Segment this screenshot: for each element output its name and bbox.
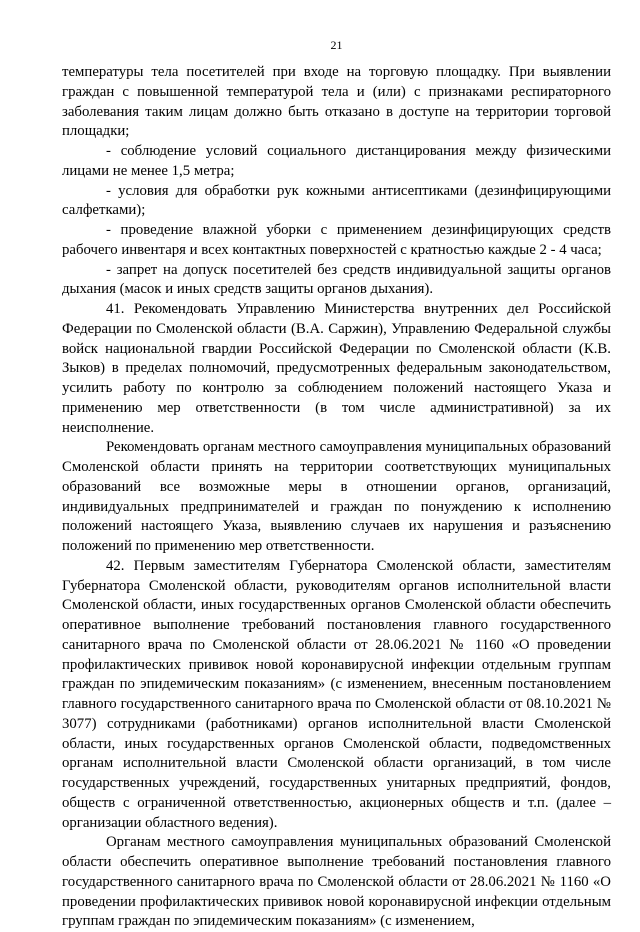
list-item-no-ppe-ban: - запрет на допуск посетителей без средств индивидуальной защиты органов дыхания (масок и иных средств защиты органов дыхания). bbox=[62, 261, 611, 298]
paragraph-local-authorities-recommendation: Рекомендовать органам местного самоуправления муниципальных образований Смоленской области принять на территории соответствующих муниципальных образований все возможные меры в отношении органов, организаций, индивидуальных предпринимателей и граждан по понуждению к исполнению положений настоящего Указа, выявлению случаев их нарушения и разъяснению положений по применению мер ответственности. bbox=[62, 439, 611, 554]
paragraph-item-41: 41. Рекомендовать Управлению Министерства внутренних дел Российской Федерации по Смоленской области (В.А. Саржин), Управлению Федеральной службы войск национальной гвардии Российской Федерации по Смоленской области (К.В. Зыков) в пределах полномочий, предусмотренных федеральным законодательством, усилить работу по контролю за соблюдением положений настоящего Указа и применению мер ответственности (в том числе административной) за их неисполнение. bbox=[62, 301, 611, 436]
list-item-distancing: - соблюдение условий социального дистанцирования между физическими лицами не менее 1,5 метра; bbox=[62, 143, 611, 179]
paragraph-item-42: 42. Первым заместителям Губернатора Смоленской области, заместителям Губернатора Смоленской области, руководителям органов исполнительной власти Смоленской области, иных государственных органов Смоленской области обеспечить оперативное выполнение требований постановления главного государственного санитарного врача по Смоленской области от 28.06.2021 № 1160 «О проведении профилактических прививок новой коронавирусной инфекции отдельным группам граждан по эпидемическим показаниям» (с изменением, внесенным постановлением главного государственного санитарного врача по Смоленской области от 08.10.2021 № 3077) сотрудниками (работниками) органов исполнительной власти Смоленской области, иных государственных органов Смоленской области, подведомственных органам исполнительной власти Смоленской области организаций, в том числе государственных учреждений, государственных унитарных предприятий, фондов, обществ с ограниченной ответственностью, акционерных обществ и т.п. (далее – организации областного ведения). bbox=[62, 557, 611, 831]
page-number: 21 bbox=[330, 38, 343, 52]
list-item-wet-cleaning: - проведение влажной уборки с применением дезинфицирующих средств рабочего инвентаря и всех контактных поверхностей с кратностью каждые 2 - 4 часа; bbox=[62, 222, 611, 258]
paragraph-body-continuation: температуры тела посетителей при входе на торговую площадку. При выявлении граждан с повышенной температурой тела и (или) с признаками респираторного заболевания таким лицам должно быть отказано в доступе на территории торговой площадки; bbox=[62, 64, 611, 140]
list-item-antiseptics: - условия для обработки рук кожными антисептиками (дезинфицирующими салфетками); bbox=[62, 182, 611, 219]
paragraph-local-authorities-duties: Органам местного самоуправления муниципальных образований Смоленской области обеспечить оперативное выполнение требований постановления главного государственного санитарного врача по Смоленской области от 28.06.2021 № 1160 «О проведении профилактических прививок новой коронавирусной инфекции отдельным группам граждан по эпидемическим показаниям» (с изменением, bbox=[62, 834, 611, 930]
